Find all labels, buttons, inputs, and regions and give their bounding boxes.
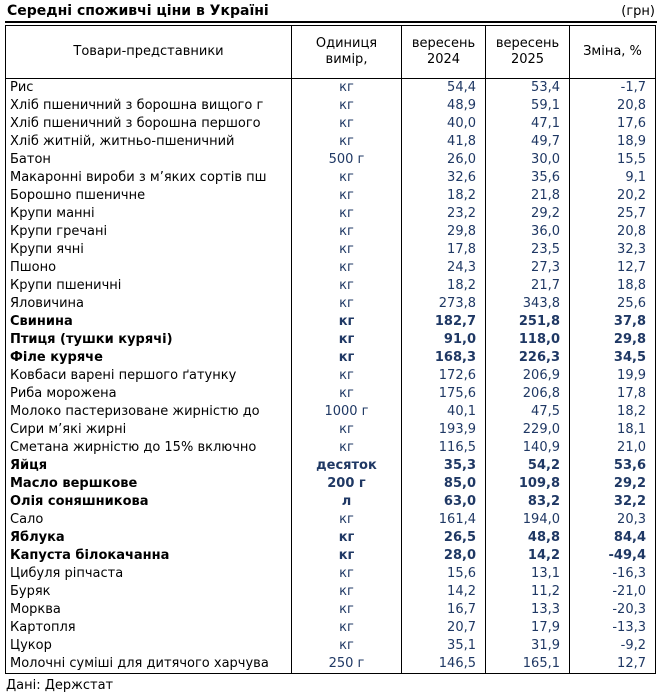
table-row (6, 367, 655, 385)
price-2024-cell: 40,1 (402, 403, 486, 421)
price-2025-cell: 206,9 (486, 367, 570, 385)
table-row (6, 241, 655, 259)
unit-cell: десяток (292, 457, 402, 475)
price-2024-cell: 168,3 (402, 349, 486, 367)
table-row (6, 349, 655, 367)
currency-note: (грн) (621, 4, 655, 19)
table-row (6, 403, 655, 421)
price-2025-cell: 251,8 (486, 313, 570, 331)
price-2025-cell: 29,2 (486, 205, 570, 223)
product-name-cell: Морква (6, 601, 292, 619)
unit-cell: кг (292, 421, 402, 439)
table-row (6, 313, 655, 331)
product-name-cell: Буряк (6, 583, 292, 601)
price-2025-cell: 229,0 (486, 421, 570, 439)
change-cell: 9,1 (625, 170, 646, 185)
table-row (6, 79, 655, 97)
table-row (6, 97, 655, 115)
unit-cell: кг (292, 583, 402, 601)
table-row (6, 205, 655, 223)
price-2025-cell: 49,7 (486, 133, 570, 151)
change-cell: -20,3 (612, 602, 646, 617)
product-name-cell: Риба морожена (6, 385, 292, 403)
product-name-cell: Молоко пастеризоване жирністю до (6, 403, 292, 421)
table-row (6, 187, 655, 205)
unit-cell: кг (292, 169, 402, 187)
product-name-cell: Яблука (6, 529, 292, 547)
unit-cell: кг (292, 79, 402, 97)
unit-cell: кг (292, 295, 402, 313)
product-name-cell: Свинина (6, 313, 292, 331)
price-2024-cell: 26,5 (402, 529, 486, 547)
unit-cell: кг (292, 115, 402, 133)
product-name-cell: Макаронні вироби з м’яких сортів пш (6, 169, 292, 187)
price-2024-cell: 182,7 (402, 313, 486, 331)
product-name-cell: Сметана жирністю до 15% включно (6, 439, 292, 457)
product-name-cell: Хліб пшеничний з борошна вищого г (6, 97, 292, 115)
price-table (5, 25, 656, 674)
unit-cell: кг (292, 133, 402, 151)
product-name-cell: Пшоно (6, 259, 292, 277)
table-row (6, 277, 655, 295)
page-title: Середні споживчі ціни в Україні (7, 3, 269, 19)
table-row (6, 457, 655, 475)
product-name-cell: Молочні суміші для дитячого харчува (6, 655, 292, 673)
price-2025-cell: 13,1 (486, 565, 570, 583)
price-2025-cell: 59,1 (486, 97, 570, 115)
price-2025-cell: 194,0 (486, 511, 570, 529)
price-2024-cell: 193,9 (402, 421, 486, 439)
price-2025-cell: 206,8 (486, 385, 570, 403)
change-cell: 21,0 (617, 440, 646, 455)
unit-cell: кг (292, 97, 402, 115)
table-row (6, 331, 655, 349)
unit-cell: кг (292, 367, 402, 385)
price-2024-cell: 18,2 (402, 277, 486, 295)
table-row (6, 151, 655, 169)
table-row (6, 115, 655, 133)
price-2025-cell: 21,7 (486, 277, 570, 295)
product-name-cell: Сало (6, 511, 292, 529)
table-row (6, 655, 655, 673)
unit-cell: кг (292, 313, 402, 331)
price-2024-cell: 63,0 (402, 493, 486, 511)
price-2025-cell: 226,3 (486, 349, 570, 367)
source-note: Дані: Держстат (6, 678, 114, 692)
table-row (6, 619, 655, 637)
price-2025-cell: 47,5 (486, 403, 570, 421)
unit-cell: кг (292, 259, 402, 277)
price-2025-cell: 31,9 (486, 637, 570, 655)
price-2025-cell: 47,1 (486, 115, 570, 133)
change-cell: -21,0 (612, 584, 646, 599)
unit-cell: кг (292, 331, 402, 349)
change-cell: 17,8 (617, 386, 646, 401)
price-2024-cell: 54,4 (402, 79, 486, 97)
header-change: Зміна, % (583, 44, 642, 59)
unit-cell: кг (292, 205, 402, 223)
change-cell: 18,1 (617, 422, 646, 437)
unit-cell: кг (292, 385, 402, 403)
price-2024-cell: 16,7 (402, 601, 486, 619)
price-2024-cell: 175,6 (402, 385, 486, 403)
change-cell: 12,7 (617, 260, 646, 275)
price-2025-cell: 14,2 (486, 547, 570, 565)
price-2025-cell: 343,8 (486, 295, 570, 313)
product-name-cell: Хліб житній, житньо-пшеничний (6, 133, 292, 151)
table-row (6, 133, 655, 151)
table-row (6, 529, 655, 547)
header-sep2025: вересень 2025 (486, 26, 570, 78)
product-name-cell: Крупи гречані (6, 223, 292, 241)
product-name-cell: Ковбаси варені першого ґатунку (6, 367, 292, 385)
price-2024-cell: 15,6 (402, 565, 486, 583)
price-2024-cell: 26,0 (402, 151, 486, 169)
table-header-row (6, 26, 655, 79)
price-2025-cell: 23,5 (486, 241, 570, 259)
price-2024-cell: 35,1 (402, 637, 486, 655)
change-cell: 20,8 (617, 98, 646, 113)
table-body (6, 79, 655, 673)
product-name-cell: Яловичина (6, 295, 292, 313)
unit-cell: кг (292, 187, 402, 205)
unit-cell: кг (292, 439, 402, 457)
price-2025-cell: 48,8 (486, 529, 570, 547)
change-cell: -13,3 (612, 620, 646, 635)
price-2024-cell: 28,0 (402, 547, 486, 565)
unit-cell: кг (292, 529, 402, 547)
price-2024-cell: 23,2 (402, 205, 486, 223)
unit-cell: кг (292, 619, 402, 637)
price-2025-cell: 140,9 (486, 439, 570, 457)
table-row (6, 493, 655, 511)
price-2025-cell: 17,9 (486, 619, 570, 637)
table-row (6, 601, 655, 619)
product-name-cell: Крупи ячні (6, 241, 292, 259)
table-row (6, 421, 655, 439)
price-2025-cell: 118,0 (486, 331, 570, 349)
product-name-cell: Рис (6, 79, 292, 97)
unit-cell: кг (292, 223, 402, 241)
price-2025-cell: 11,2 (486, 583, 570, 601)
unit-cell: кг (292, 349, 402, 367)
change-cell: 12,7 (617, 656, 646, 671)
product-name-cell: Масло вершкове (6, 475, 292, 493)
change-cell: 53,6 (613, 458, 646, 473)
price-2024-cell: 161,4 (402, 511, 486, 529)
table-row (6, 475, 655, 493)
change-cell: 29,8 (613, 332, 646, 347)
product-name-cell: Картопля (6, 619, 292, 637)
price-2025-cell: 109,8 (486, 475, 570, 493)
change-cell: 20,8 (617, 224, 646, 239)
price-2025-cell: 36,0 (486, 223, 570, 241)
table-row (6, 439, 655, 457)
price-2025-cell: 30,0 (486, 151, 570, 169)
price-2024-cell: 116,5 (402, 439, 486, 457)
table-row (6, 637, 655, 655)
price-2025-cell: 27,3 (486, 259, 570, 277)
header-product: Товари-представники (6, 26, 292, 78)
price-2025-cell: 83,2 (486, 493, 570, 511)
product-name-cell: Капуста білокачанна (6, 547, 292, 565)
unit-cell: кг (292, 637, 402, 655)
product-name-cell: Цибуля ріпчаста (6, 565, 292, 583)
price-2024-cell: 20,7 (402, 619, 486, 637)
table-row (6, 223, 655, 241)
product-name-cell: Сири м’які жирні (6, 421, 292, 439)
price-2025-cell: 21,8 (486, 187, 570, 205)
change-cell: -1,7 (620, 80, 646, 95)
price-2024-cell: 273,8 (402, 295, 486, 313)
product-name-cell: Олія соняшникова (6, 493, 292, 511)
product-name-cell: Хліб пшеничний з борошна першого (6, 115, 292, 133)
change-cell: 15,5 (617, 152, 646, 167)
change-cell: 17,6 (617, 116, 646, 131)
table-row (6, 565, 655, 583)
unit-cell: 1000 г (292, 403, 402, 421)
unit-cell: л (292, 493, 402, 511)
unit-cell: кг (292, 547, 402, 565)
unit-cell: кг (292, 511, 402, 529)
price-2024-cell: 91,0 (402, 331, 486, 349)
change-cell: -9,2 (620, 638, 646, 653)
header-unit: Одиниця вимір, (292, 26, 402, 78)
price-2025-cell: 165,1 (486, 655, 570, 673)
product-name-cell: Філе куряче (6, 349, 292, 367)
product-name-cell: Борошно пшеничне (6, 187, 292, 205)
product-name-cell: Крупи пшеничні (6, 277, 292, 295)
price-2025-cell: 54,2 (486, 457, 570, 475)
price-2024-cell: 32,6 (402, 169, 486, 187)
product-name-cell: Птиця (тушки курячі) (6, 331, 292, 349)
change-cell: 18,9 (617, 134, 646, 149)
product-name-cell: Цукор (6, 637, 292, 655)
price-2024-cell: 48,9 (402, 97, 486, 115)
product-name-cell: Крупи манні (6, 205, 292, 223)
change-cell: -49,4 (608, 548, 646, 563)
price-2024-cell: 17,8 (402, 241, 486, 259)
price-2024-cell: 85,0 (402, 475, 486, 493)
change-cell: 19,9 (617, 368, 646, 383)
change-cell: 25,7 (617, 206, 646, 221)
unit-cell: кг (292, 241, 402, 259)
price-2025-cell: 53,4 (486, 79, 570, 97)
table-row (6, 259, 655, 277)
price-2024-cell: 35,3 (402, 457, 486, 475)
price-2024-cell: 172,6 (402, 367, 486, 385)
price-2024-cell: 24,3 (402, 259, 486, 277)
unit-cell: 200 г (292, 475, 402, 493)
change-cell: 84,4 (613, 530, 646, 545)
price-2025-cell: 35,6 (486, 169, 570, 187)
change-cell: 37,8 (613, 314, 646, 329)
price-2024-cell: 29,8 (402, 223, 486, 241)
price-2024-cell: 146,5 (402, 655, 486, 673)
table-row (6, 583, 655, 601)
product-name-cell: Яйця (6, 457, 292, 475)
unit-cell: 250 г (292, 655, 402, 673)
price-2024-cell: 41,8 (402, 133, 486, 151)
table-row (6, 385, 655, 403)
unit-cell: кг (292, 565, 402, 583)
change-cell: 32,2 (613, 494, 646, 509)
price-2024-cell: 18,2 (402, 187, 486, 205)
table-row (6, 295, 655, 313)
unit-cell: кг (292, 601, 402, 619)
change-cell: 32,3 (617, 242, 646, 257)
unit-cell: кг (292, 277, 402, 295)
product-name-cell: Батон (6, 151, 292, 169)
table-row (6, 547, 655, 565)
table-row (6, 169, 655, 187)
change-cell: 20,3 (617, 512, 646, 527)
title-bar (5, 2, 657, 23)
table-row (6, 511, 655, 529)
price-2024-cell: 40,0 (402, 115, 486, 133)
change-cell: 20,2 (617, 188, 646, 203)
change-cell: 29,2 (613, 476, 646, 491)
price-2025-cell: 13,3 (486, 601, 570, 619)
change-cell: 25,6 (617, 296, 646, 311)
change-cell: 34,5 (613, 350, 646, 365)
change-cell: 18,8 (617, 278, 646, 293)
header-sep2024: вересень 2024 (402, 26, 486, 78)
price-2024-cell: 14,2 (402, 583, 486, 601)
change-cell: -16,3 (612, 566, 646, 581)
change-cell: 18,2 (617, 404, 646, 419)
unit-cell: 500 г (292, 151, 402, 169)
